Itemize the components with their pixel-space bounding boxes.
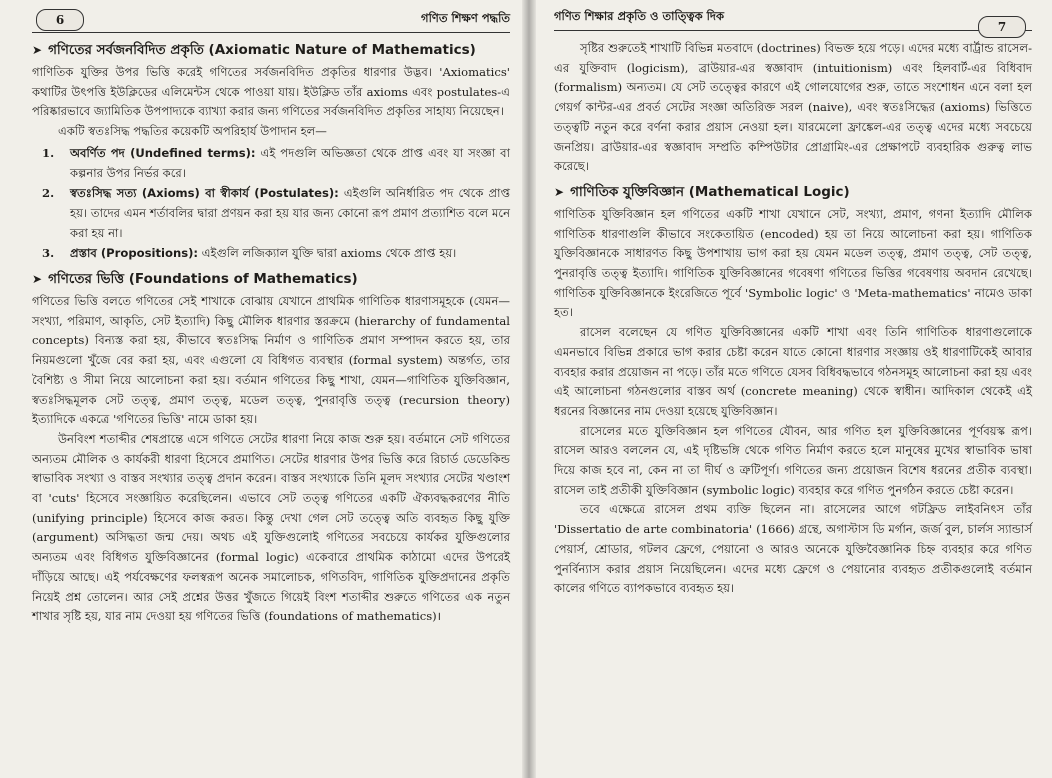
list-item (32, 184, 510, 243)
running-head: গণিত শিক্ষণ পদ্ধতি (421, 10, 510, 25)
list-term: অবর্ণিত পদ (Undefined terms): (70, 145, 256, 160)
list-body (70, 184, 510, 243)
list-number: 2. (42, 186, 55, 201)
page-number: 6 (36, 9, 84, 31)
list-term: স্বতঃসিদ্ধ সত্য (Axioms) বা স্বীকার্য (Postulates): (70, 186, 339, 201)
list-text: এইগুলি লজিক্যাল যুক্তি দ্বারা axioms থেকে প্রাপ্ত হয়। (201, 246, 457, 261)
list-body (70, 144, 510, 183)
section-heading-text: গাণিতিক যুক্তিবিজ্ঞান (Mathematical Logic) (570, 183, 850, 200)
list-item (32, 144, 510, 183)
paragraph: একটি স্বতঃসিদ্ধ পদ্ধতির কয়েকটি অপরিহার্য উপাদান হল— (58, 124, 327, 139)
section-heading-text: গণিতের ভিত্তি (Foundations of Mathematics) (48, 271, 358, 288)
paragraph: সৃষ্টির শুরুতেই শাখাটি বিভিন্ন মতবাদে (doctrines) বিভক্ত হয়ে পড়ে। এদের মধ্যে বার্ট্রান্ড রাসেল-এর যুক্তিবাদ (logicism), ব্রাউয়ার-এর স্বজ্ঞাবাদ (intuitionism) এবং হিলবার্ট-এর বিধিবাদ (formalism) অন্যতম। যে সেট তত্ত্বের কারণে এই গোলযোগের শুরু, তাতে সংশোধন এনে বলা হল গেয়র্গ কান্টর-এর প্রবর্ত সেটের সংজ্ঞা অতিরিক্ত সরল (naive), এবং স্বতঃসিদ্ধের (axioms) ভিত্তিতে তত্ত্বটি নতুন করে বর্ণনা করার প্রয়াস নেওয়া হল। যারমেলো ফ্রাঙ্কেল-এর তত্ত্ব এদের মধ্যে সবচেয়ে জনপ্রিয়। ব্রাউয়ার-এর স্বজ্ঞাবাদ সম্প্রতি কম্পিউটার প্রোগ্রামিং-এর প্রেক্ষাপটে ব্যবহারিক গুরুত্ব লাভ করেছে। (554, 41, 1032, 174)
section-arrow-icon: ➤ (554, 184, 565, 199)
list-body (70, 244, 510, 264)
axiom-components-list (32, 144, 510, 264)
paragraph: তবে এক্ষেত্রে রাসেল প্রথম ব্যক্তি ছিলেন না। রাসেলের আগে গটফ্রিড লাইবনিৎস তাঁর 'Dissertatio de arte combinatoria' (1666) গ্রন্থে, অগাস্টাস ডি মর্গান, জর্জ বুল, চার্লস স্যান্ডার্স পেয়ার্স, শ্রোডার, গটলব ফ্রেগে, পেয়ানো ও আরও অনেকে যুক্তিবৈজ্ঞানিক চিহ্ন ব্যবহার করে গণিত পুনর্বিন্যাস করার প্রয়াস নিয়েছিলেন। এদের মধ্যে ফ্রেগে ও পেয়ানোর ব্যবহৃত প্রতীকগুলোই বর্তমান কালের গণিতে ব্যাপকভাবে ব্যবহৃত হয়। (554, 502, 1032, 596)
running-head: গণিত শিক্ষার প্রকৃতি ও তাত্ত্বিক দিক (554, 8, 724, 23)
book-gutter (522, 0, 536, 778)
left-header (32, 6, 510, 33)
list-text: এইগুলি অনির্ধারিত পদ থেকে প্রাপ্ত হয়। তাদের এমন শর্তাবলির দ্বারা প্রণয়ন করা হয় যার জন্য কোনো রূপ প্রমাণ প্রত্যাশিত বলে মনে করা হয় না। (70, 186, 511, 240)
paragraph: রাসেলের মতে যুক্তিবিজ্ঞান হল গণিতের যৌবন, আর গণিত হল যুক্তিবিজ্ঞানের পূর্ণবয়স্ক রূপ। রাসেল আরও বললেন যে, এই দৃষ্টিভঙ্গি থেকে গণিত নির্মাণ করতে হলে মানুষের মুখের স্বাভাবিক ভাষা দিয়ে কাজ হবে না, কেন না তা দীর্ঘ ও ত্রুটিপূর্ণ। গণিতের জন্য প্রয়োজন বিশেষ ধরনের প্রতীক ব্যবস্থা। রাসেল তাই প্রতীকী যুক্তিবিজ্ঞান (symbolic logic) ব্যবহার করে গণিত পুনর্গঠন করতে চেষ্টা করেন। (554, 423, 1032, 497)
section-heading-text: গণিতের সর্বজনবিদিত প্রকৃতি (Axiomatic Nature of Mathematics) (48, 42, 476, 58)
paragraph: গাণিতিক যুক্তিবিজ্ঞান হল গণিতের একটি শাখা যেখানে সেট, সংখ্যা, প্রমাণ, গণনা ইত্যাদি মৌলিক গাণিতিক ধারণাগুলি কীভাবে সংকেতায়িত (encoded) হয় তা নিয়ে আলোচনা করা হয়। গাণিতিক যুক্তিবিজ্ঞানকে সাধারণত কিছু উপশাখায় ভাগ করা হয় যেমন মডেল তত্ত্ব, প্রমাণ তত্ত্ব, সেট তত্ত্ব, পুনরাবৃত্তি তত্ত্ব ইত্যাদি। গাণিতিক যুক্তিবিজ্ঞানের গবেষণা গণিতের ভিত্তির গবেষণায় অবদান রেখেছে। গাণিতিক যুক্তিবিজ্ঞানকে ইংরেজিতে পূর্বে 'Symbolic logic' ও 'Meta-mathematics' নামেও ডাকা হত। (554, 206, 1032, 320)
paragraph: গণিতের ভিত্তি বলতে গণিতের সেই শাখাকে বোঝায় যেখানে প্রাথমিক গাণিতিক ধারণাসমূহকে (যেমন— সংখ্যা, পরিমাণ, আকৃতি, সেট ইত্যাদি) কিছু মৌলিক ধারণার স্তরক্রমে (hierarchy of fundamental concepts) বিন্যস্ত করা হয়, কীভাবে স্বতঃসিদ্ধ নির্মাণ ও গাণিতিক প্রমাণ সম্পাদন করতে হয়, তার নিয়মগুলো খুঁজে বের করা হয়, এবং এগুলো যে বিধিগত ব্যবস্থার (formal system) অন্তর্গত, তার বৈশিষ্ট্য ও সীমা নিয়ে আলোচনা করা হয়। বর্তমান গণিতের কিছু শাখা, যেমন—গাণিতিক যুক্তিবিজ্ঞান, স্বতঃসিদ্ধমূলক সেট তত্ত্ব, প্রমাণ তত্ত্ব, মডেল তত্ত্ব, পুনরাবৃত্তি তত্ত্ব (recursion theory) ইত্যাদিকে একত্রে 'গণিতের ভিত্তি' নামে ডাকা হয়। (32, 294, 510, 427)
page-number: 7 (978, 16, 1026, 38)
list-number: 3. (42, 246, 55, 261)
list-text: এই পদগুলি অভিজ্ঞতা থেকে প্রাপ্ত এবং যা সংজ্ঞা বা কল্পনার উপর নির্ভর করে। (70, 145, 510, 180)
paragraph: উনবিংশ শতাব্দীর শেষপ্রান্তে এসে গণিতে সেটের ধারণা নিয়ে কাজ শুরু হয়। বর্তমানে সেট গণিতের অন্যতম মৌলিক ও কার্যকরী ধারণা হিসেবে প্রমাণিত। সেটের ধারণার উপর ভিত্তি করে রিচার্ড ডেডেকিন্ড স্বাভাবিক সংখ্যা ও বাস্তব সংখ্যার তত্ত্ব প্রদান করেন। বাস্তব সংখ্যাকে তিনি মূলদ সংখ্যার সেটের খণ্ডাংশ বা 'cuts' হিসেবে সংজ্ঞায়িত করেছিলেন। এভাবে সেট তত্ত্ব গণিতের একটি ঐক্যবদ্ধকরণের নীতি (unifying principle) হিসেবে কাজ করত। কিন্তু দেখা গেল সেট তত্ত্বে অতি ব্যবহৃত কিছু যুক্তি (argument) অসিদ্ধতা জন্ম দেয়। অথচ এই যুক্তিগুলোই গণিতের সবচেয়ে কার্যকর যুক্তিগুলোর অন্যতম এবং বিধিগত যুক্তিবিজ্ঞানের (formal logic) একেবারে প্রাথমিক কাঠামো এদের উপরেই দাঁড়িয়ে আছে। এই পর্যবেক্ষণের ফলস্বরূপ অনেক সমালোচক, গণিতবিদ, গাণিতিক যুক্তিপ্রদানের প্রকৃতি নিয়েই প্রশ্ন তোলেন। আর সেই প্রশ্নের উত্তর খুঁজতে গিয়েই বিংশ শতাব্দীর শুরুতে গণিতের এক নতুন শাখার সৃষ্টি হয়, যার নাম দেওয়া হয় গণিতের ভিত্তি (foundations of mathematics)। (32, 431, 510, 624)
right-header (554, 4, 1032, 34)
section-heading-logic (554, 183, 1032, 202)
section-heading-foundations (32, 270, 510, 289)
paragraph: রাসেল বলেছেন যে গণিত যুক্তিবিজ্ঞানের একটি শাখা এবং তিনি গাণিতিক ধারণাগুলোকে এমনভাবে বিভিন্ন প্রকারে ভাগ করার চেষ্টা করেন যাতে কোনো ধারণার সংজ্ঞায় ওই ধারণাটিকেই আবার ব্যবহার করার প্রয়োজন না পড়ে। তাঁর মতে গণিতে যেসব বিধিবদ্ধভাবে গঠনসমূহ আলোচনা করা হয় এবং এই আলোচনা গঠনগুলোর বাস্তব অর্থ (concrete meaning) থেকে স্বাধীন। আদিকাল থেকেই এই ধরনের বিজ্ঞানের নাম দেওয়া হয়েছে যুক্তিবিজ্ঞান। (554, 325, 1032, 418)
section-arrow-icon: ➤ (32, 272, 43, 287)
right-page (528, 0, 1052, 778)
list-item (32, 244, 510, 264)
section-arrow-icon: ➤ (32, 43, 43, 57)
section-heading-axiomatic (32, 41, 510, 60)
list-number: 1. (42, 145, 55, 160)
list-term: প্রস্তাব (Propositions): (70, 246, 199, 261)
paragraph: গাণিতিক যুক্তির উপর ভিত্তি করেই গণিতের সর্বজনবিদিত প্রকৃতির ধারণার উদ্ভব। 'Axiomatics' কথাটির উৎপত্তি ইউক্লিডের এলিমেন্টস থেকে পাওয়া যায়। ইউক্লিড তাঁর axioms এবং postulates-এ পরিষ্কারভাবে জ্যামিতিক উপপাদ্যকে ব্যাখ্যা করার জন্য গণিতের সর্বজনবিদিত প্রকৃতির সাহায্য নিয়েছেন। (32, 65, 510, 119)
